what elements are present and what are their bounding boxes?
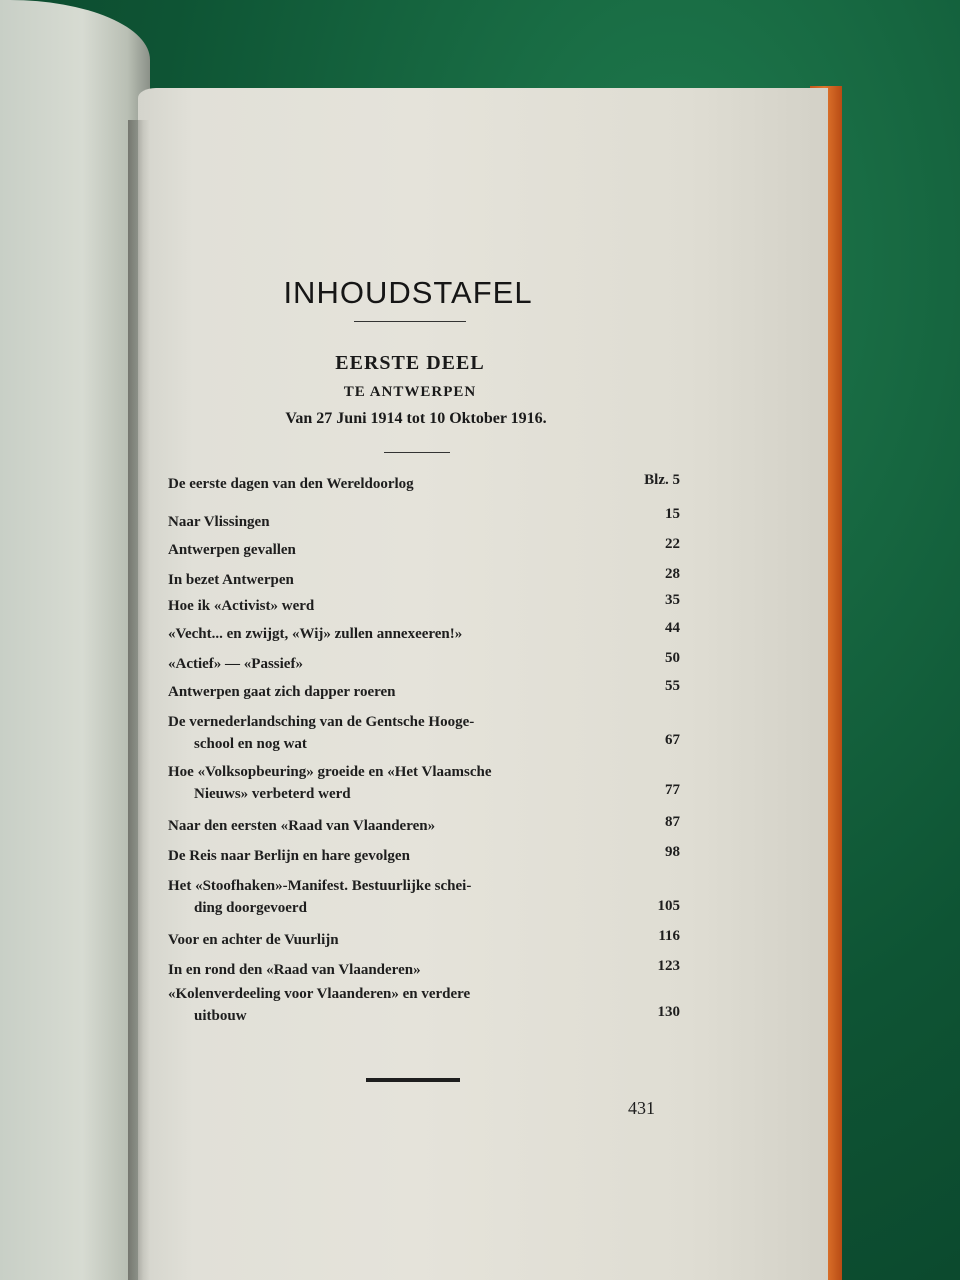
toc-entry-title: De Reis naar Berlijn en hare gevolgen	[168, 848, 410, 864]
end-divider	[366, 1078, 460, 1082]
toc-entry-title: In en rond den «Raad van Vlaanderen»	[168, 962, 421, 978]
toc-entry-title: Voor en achter de Vuurlijn	[168, 932, 339, 948]
toc-entry-page: 87	[665, 814, 680, 830]
toc-entry-title: Naar Vlissingen	[168, 514, 270, 530]
toc-entry-page: 50	[665, 650, 680, 666]
toc-entry-page: 123	[657, 958, 680, 974]
toc-entry-page: 130	[657, 1004, 680, 1020]
part-heading: EERSTE DEEL	[335, 352, 485, 374]
toc-entry-title: «Actief» — «Passief»	[168, 656, 303, 672]
page-title: INHOUDSTAFEL	[283, 275, 533, 310]
toc-entry-page: 55	[665, 678, 680, 694]
toc-entry-title: Het «Stoofhaken»-Manifest. Bestuurlijke schei-	[168, 878, 472, 894]
toc-entry-title-continued: school en nog wat	[194, 736, 307, 752]
toc-entry-title: Naar den eersten «Raad van Vlaanderen»	[168, 818, 436, 834]
toc-entry-page: 35	[665, 592, 680, 608]
toc-entry-title: Antwerpen gaat zich dapper roeren	[168, 684, 396, 700]
place-heading: TE ANTWERPEN	[343, 384, 477, 400]
toc-entry-title: De eerste dagen van den Wereldoorlog	[168, 476, 414, 492]
toc-entry-page: 98	[665, 844, 680, 860]
toc-entry-title-continued: ding doorgevoerd	[194, 900, 307, 916]
toc-entry-title: «Vecht... en zwijgt, «Wij» zullen annexeeren!»	[168, 626, 463, 642]
date-range: Van 27 Juni 1914 tot 10 Oktober 1916.	[285, 410, 547, 427]
toc-entry-page: 77	[665, 782, 680, 798]
toc-entry-title: Antwerpen gevallen	[168, 542, 296, 558]
toc-entry-title: Hoe «Volksopbeuring» groeide en «Het Vlaamsche	[168, 764, 492, 780]
toc-entry-page: 105	[657, 898, 680, 914]
toc-entry-title-continued: uitbouw	[194, 1008, 247, 1024]
title-divider	[354, 321, 466, 322]
toc-entry-page: 22	[665, 536, 680, 552]
book-gutter-shadow	[128, 120, 150, 1280]
toc-entry-title: Hoe ik «Activist» werd	[168, 598, 315, 614]
toc-entry-page: Blz. 5	[644, 472, 680, 488]
toc-entry-title: De vernederlandsching van de Gentsche Hooge-	[168, 714, 475, 730]
dates-divider	[384, 452, 450, 453]
toc-entry-page: 15	[665, 506, 680, 522]
toc-entry-title: «Kolenverdeeling voor Vlaanderen» en verdere	[168, 986, 471, 1002]
toc-entry-page: 67	[665, 732, 680, 748]
toc-entry-page: 116	[658, 928, 680, 944]
toc-entry-title-continued: Nieuws» verbeterd werd	[194, 786, 351, 802]
page-number: 431	[628, 1098, 655, 1118]
toc-entry-page: 44	[665, 620, 680, 636]
toc-entry-page: 28	[665, 566, 680, 582]
toc-entry-title: In bezet Antwerpen	[168, 572, 294, 588]
